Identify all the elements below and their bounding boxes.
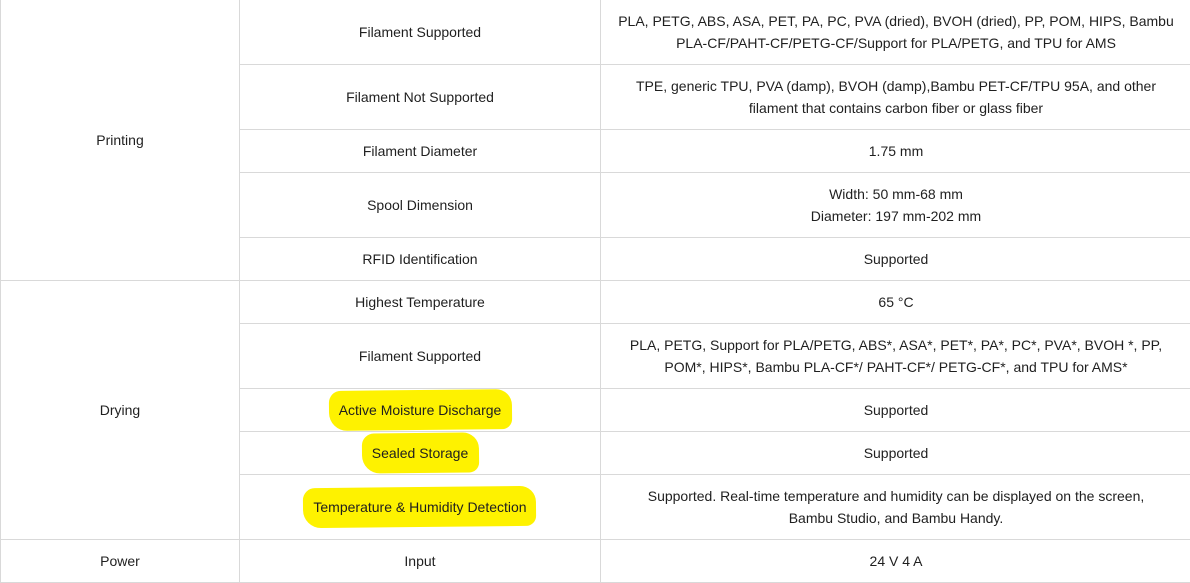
spec-value-line: PLA, PETG, ABS, ASA, PET, PA, PC, PVA (dried), BVOH (dried), PP, POM, HIPS, Bambu xyxy=(617,10,1175,32)
table-row xyxy=(1,540,1190,583)
spec-value-line: Supported xyxy=(617,248,1175,270)
spec-value-line: 65 °C xyxy=(617,291,1175,313)
spec-value-cell xyxy=(601,432,1190,475)
spec-label-cell xyxy=(240,238,601,281)
spec-value-cell xyxy=(601,324,1190,389)
spec-value-line: Bambu Studio, and Bambu Handy. xyxy=(617,507,1175,529)
spec-value-line: Supported xyxy=(617,399,1175,421)
spec-label-cell xyxy=(240,130,601,173)
spec-value-cell xyxy=(601,281,1190,324)
spec-label: Highest Temperature xyxy=(355,294,485,310)
spec-label-cell xyxy=(240,0,601,65)
spec-value-cell xyxy=(601,0,1190,65)
highlighted-spec-label: Active Moisture Discharge xyxy=(339,399,502,421)
spec-value-line: PLA-CF/PAHT-CF/PETG-CF/Support for PLA/PETG, and TPU for AMS xyxy=(617,32,1175,54)
spec-label-cell xyxy=(240,389,601,432)
spec-label-cell xyxy=(240,432,601,475)
spec-value-line: POM*, HIPS*, Bambu PLA-CF*/ PAHT-CF*/ PETG-CF*, and TPU for AMS* xyxy=(617,356,1175,378)
spec-label: Spool Dimension xyxy=(367,197,473,213)
spec-label-cell xyxy=(240,65,601,130)
spec-value-cell xyxy=(601,540,1190,583)
spec-value-cell xyxy=(601,475,1190,540)
spec-value-line: Diameter: 197 mm-202 mm xyxy=(617,205,1175,227)
spec-value-line: Supported. Real-time temperature and humidity can be displayed on the screen, xyxy=(617,485,1175,507)
group-cell: Drying xyxy=(1,281,240,540)
spec-value-line: 24 V 4 A xyxy=(617,550,1175,572)
spec-label-cell xyxy=(240,475,601,540)
spec-value-line: filament that contains carbon fiber or glass fiber xyxy=(617,97,1175,119)
spec-value-cell xyxy=(601,389,1190,432)
highlighted-spec-label: Sealed Storage xyxy=(372,442,469,464)
spec-label: Filament Supported xyxy=(359,24,481,40)
spec-label: Filament Supported xyxy=(359,348,481,364)
spec-label: RFID Identification xyxy=(362,251,477,267)
spec-value-line: 1.75 mm xyxy=(617,140,1175,162)
table-row xyxy=(1,281,1190,324)
spec-label-cell xyxy=(240,540,601,583)
spec-label: Filament Diameter xyxy=(363,143,477,159)
spec-value-cell xyxy=(601,65,1190,130)
spec-label-cell xyxy=(240,281,601,324)
spec-value-line: Width: 50 mm-68 mm xyxy=(617,183,1175,205)
spec-label: Filament Not Supported xyxy=(346,89,494,105)
spec-value-cell xyxy=(601,130,1190,173)
group-cell: Printing xyxy=(1,0,240,281)
spec-value-line: Supported xyxy=(617,442,1175,464)
spec-label: Input xyxy=(404,553,435,569)
spec-label-cell xyxy=(240,324,601,389)
spec-value-line: TPE, generic TPU, PVA (damp), BVOH (damp),Bambu PET-CF/TPU 95A, and other xyxy=(617,75,1175,97)
spec-value-cell xyxy=(601,238,1190,281)
spec-label-cell xyxy=(240,173,601,238)
spec-value-cell xyxy=(601,173,1190,238)
spec-table-body xyxy=(1,0,1190,583)
group-cell: Power xyxy=(1,540,240,583)
highlighted-spec-label: Temperature & Humidity Detection xyxy=(313,496,526,518)
table-row xyxy=(1,0,1190,65)
spec-value-line: PLA, PETG, Support for PLA/PETG, ABS*, ASA*, PET*, PA*, PC*, PVA*, BVOH *, PP, xyxy=(617,334,1175,356)
